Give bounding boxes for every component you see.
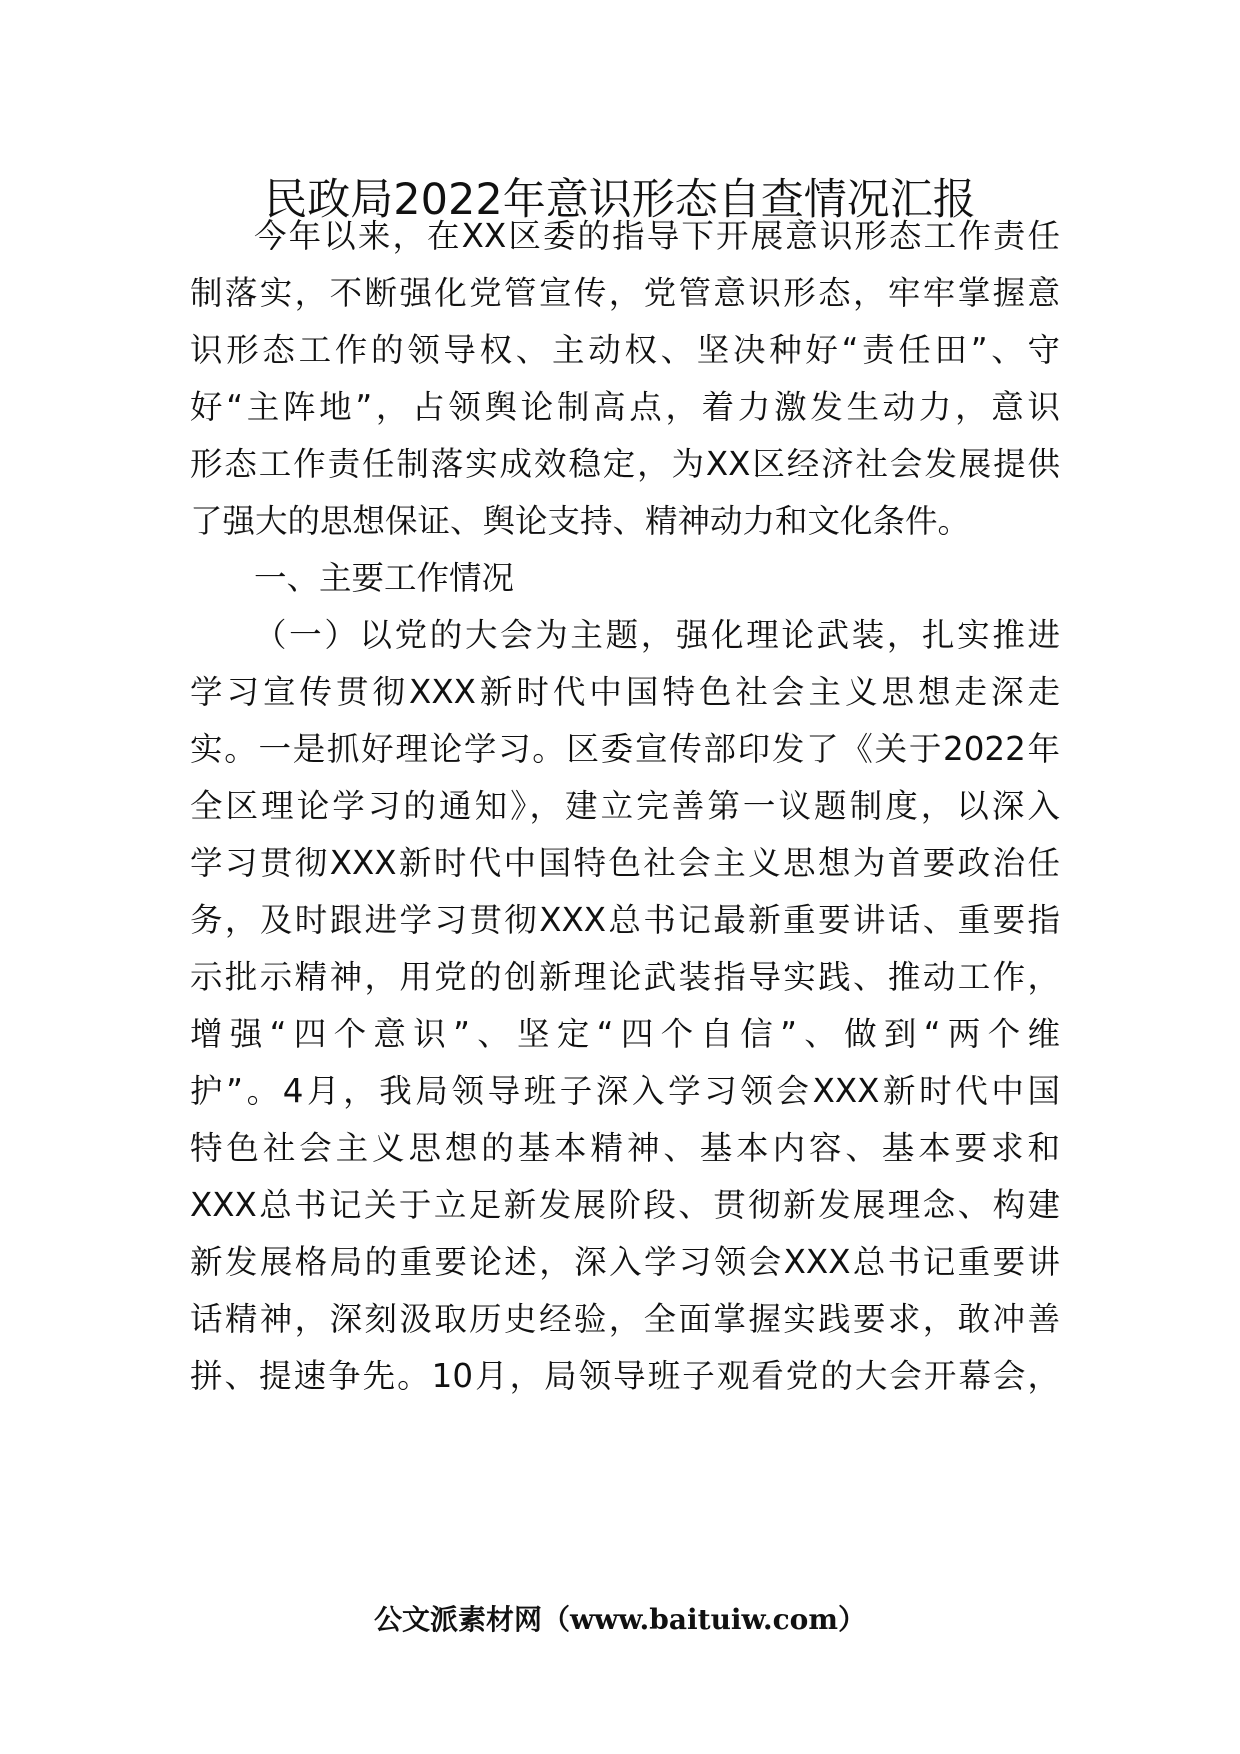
paragraph-line: 特色社会主义思想的基本精神、基本内容、基本要求和: [190, 1129, 1060, 1167]
paragraph-line: XXX总书记关于立足新发展阶段、贯彻新发展理念、构建: [190, 1186, 1060, 1224]
paragraph-line: 学习贯彻XXX新时代中国特色社会主义思想为首要政治任: [190, 844, 1060, 882]
section-heading: 一、主要工作情况: [254, 559, 515, 597]
paragraph-line: 实。一是抓好理论学习。区委宣传部印发了《关于2022年: [190, 730, 1060, 768]
paragraph-line: 制落实，不断强化党管宣传，党管意识形态，牢牢掌握意: [190, 274, 1060, 312]
paragraph-line: 务，及时跟进学习贯彻XXX总书记最新重要讲话、重要指: [190, 901, 1060, 939]
paragraph-line: 今年以来，在XX区委的指导下开展意识形态工作责任: [254, 217, 1060, 255]
paragraph-line: 拼、提速争先。10月，局领导班子观看党的大会开幕会，: [190, 1357, 1060, 1395]
paragraph-line: 新发展格局的重要论述，深入学习领会XXX总书记重要讲: [190, 1243, 1060, 1281]
paragraph-line: 好“主阵地”，占领舆论制高点，着力激发生动力，意识: [190, 388, 1060, 426]
paragraph-line: 学习宣传贯彻XXX新时代中国特色社会主义思想走深走: [190, 673, 1060, 711]
document-title: 民政局2022年意识形态自查情况汇报: [264, 175, 976, 225]
paragraph-line: （一）以党的大会为主题，强化理论武装，扎实推进: [254, 616, 1060, 654]
paragraph-line: 护”。4月，我局领导班子深入学习领会XXX新时代中国: [190, 1072, 1060, 1110]
footer-watermark: 公文派素材网（www.baituiw.com）: [374, 1603, 866, 1636]
paragraph-line: 识形态工作的领导权、主动权、坚决种好“责任田”、守: [190, 331, 1060, 369]
paragraph-line: 全区理论学习的通知》，建立完善第一议题制度，以深入: [190, 787, 1060, 825]
paragraph-line: 增强“四个意识”、坚定“四个自信”、做到“两个维: [190, 1015, 1060, 1053]
paragraph-line: 话精神，深刻汲取历史经验，全面掌握实践要求，敢冲善: [190, 1300, 1060, 1338]
paragraph-line: 示批示精神，用党的创新理论武装指导实践、推动工作，: [190, 958, 1060, 996]
paragraph-line: 形态工作责任制落实成效稳定，为XX区经济社会发展提供: [190, 445, 1060, 483]
paragraph-line: 了强大的思想保证、舆论支持、精神动力和文化条件。: [190, 502, 971, 540]
